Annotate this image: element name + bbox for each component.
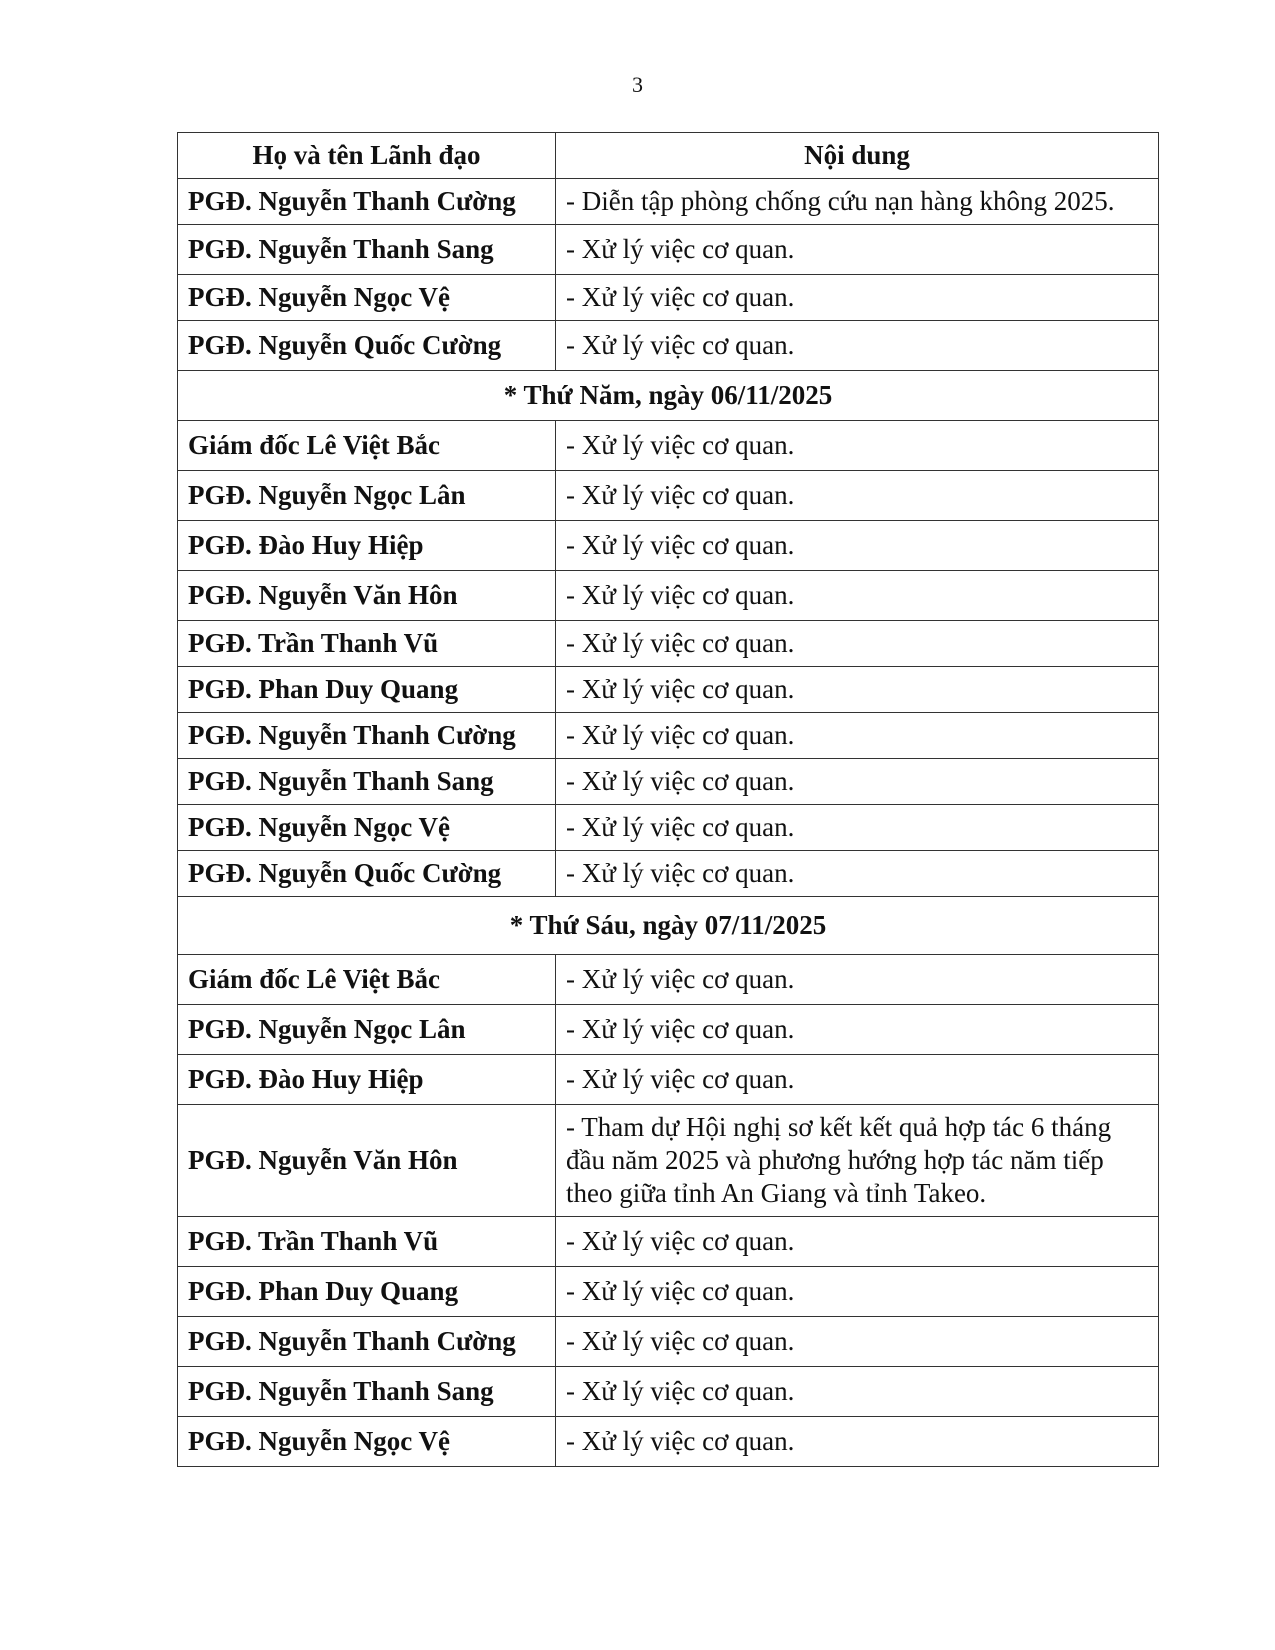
table-row: [178, 1055, 1159, 1105]
schedule-content: - Xử lý việc cơ quan.: [556, 1267, 1159, 1317]
leader-name: PGĐ. Nguyễn Quốc Cường: [178, 321, 556, 371]
schedule-content: - Xử lý việc cơ quan.: [556, 275, 1159, 321]
leader-name: PGĐ. Trần Thanh Vũ: [178, 1217, 556, 1267]
table-row: [178, 851, 1159, 897]
leader-name: PGĐ. Nguyễn Ngọc Lân: [178, 471, 556, 521]
day-header-row: [178, 371, 1159, 421]
table-row: [178, 321, 1159, 371]
table-row: [178, 571, 1159, 621]
leader-name: PGĐ. Trần Thanh Vũ: [178, 621, 556, 667]
table-header-row: [178, 133, 1159, 179]
schedule-content: - Tham dự Hội nghị sơ kết kết quả hợp tác 6 tháng đầu năm 2025 và phương hướng hợp tác năm tiếp theo giữa tỉnh An Giang và tỉnh Takeo.: [556, 1105, 1159, 1217]
leader-name: Giám đốc Lê Việt Bắc: [178, 955, 556, 1005]
table-row: [178, 713, 1159, 759]
leader-name: PGĐ. Nguyễn Thanh Cường: [178, 713, 556, 759]
leader-name: PGĐ. Nguyễn Thanh Sang: [178, 225, 556, 275]
table-row: [178, 1267, 1159, 1317]
schedule-content: - Diễn tập phòng chống cứu nạn hàng không 2025.: [556, 179, 1159, 225]
schedule-content: - Xử lý việc cơ quan.: [556, 471, 1159, 521]
leader-schedule-table: [177, 132, 1159, 1467]
leader-name: PGĐ. Đào Huy Hiệp: [178, 521, 556, 571]
table-row: [178, 471, 1159, 521]
header-content: Nội dung: [556, 133, 1159, 179]
schedule-content: - Xử lý việc cơ quan.: [556, 667, 1159, 713]
leader-name: PGĐ. Nguyễn Ngọc Vệ: [178, 275, 556, 321]
schedule-content: - Xử lý việc cơ quan.: [556, 1317, 1159, 1367]
table-row: [178, 1317, 1159, 1367]
table-row: [178, 621, 1159, 667]
table-row: [178, 1217, 1159, 1267]
leader-name: PGĐ. Nguyễn Quốc Cường: [178, 851, 556, 897]
schedule-content: - Xử lý việc cơ quan.: [556, 421, 1159, 471]
table-row: [178, 1367, 1159, 1417]
schedule-content: - Xử lý việc cơ quan.: [556, 713, 1159, 759]
table-row: [178, 759, 1159, 805]
page-number: 3: [632, 72, 643, 97]
header-leader-name: Họ và tên Lãnh đạo: [178, 133, 556, 179]
leader-name: PGĐ. Nguyễn Văn Hôn: [178, 1105, 556, 1217]
schedule-content: - Xử lý việc cơ quan.: [556, 225, 1159, 275]
schedule-content: - Xử lý việc cơ quan.: [556, 759, 1159, 805]
leader-name: PGĐ. Nguyễn Văn Hôn: [178, 571, 556, 621]
schedule-content: - Xử lý việc cơ quan.: [556, 571, 1159, 621]
leader-name: PGĐ. Nguyễn Thanh Sang: [178, 1367, 556, 1417]
schedule-content: - Xử lý việc cơ quan.: [556, 1055, 1159, 1105]
schedule-content: - Xử lý việc cơ quan.: [556, 851, 1159, 897]
day-header-row: [178, 897, 1159, 955]
leader-name: PGĐ. Nguyễn Thanh Cường: [178, 1317, 556, 1367]
table-row: [178, 275, 1159, 321]
table-row: [178, 179, 1159, 225]
leader-name: PGĐ. Đào Huy Hiệp: [178, 1055, 556, 1105]
schedule-content: - Xử lý việc cơ quan.: [556, 1217, 1159, 1267]
leader-name: Giám đốc Lê Việt Bắc: [178, 421, 556, 471]
schedule-content: - Xử lý việc cơ quan.: [556, 1417, 1159, 1467]
schedule-content: - Xử lý việc cơ quan.: [556, 521, 1159, 571]
schedule-content: - Xử lý việc cơ quan.: [556, 621, 1159, 667]
schedule-content: - Xử lý việc cơ quan.: [556, 805, 1159, 851]
schedule-content: - Xử lý việc cơ quan.: [556, 321, 1159, 371]
day-heading-friday: * Thứ Sáu, ngày 07/11/2025: [178, 897, 1159, 955]
schedule-content: - Xử lý việc cơ quan.: [556, 1367, 1159, 1417]
table-row: [178, 421, 1159, 471]
table-row: [178, 1005, 1159, 1055]
table-row: [178, 1417, 1159, 1467]
leader-name: PGĐ. Nguyễn Thanh Sang: [178, 759, 556, 805]
leader-name: PGĐ. Nguyễn Ngọc Vệ: [178, 805, 556, 851]
schedule-content: - Xử lý việc cơ quan.: [556, 1005, 1159, 1055]
leader-name: PGĐ. Nguyễn Ngọc Lân: [178, 1005, 556, 1055]
leader-name: PGĐ. Phan Duy Quang: [178, 667, 556, 713]
day-heading-thursday: * Thứ Năm, ngày 06/11/2025: [178, 371, 1159, 421]
table-row: [178, 805, 1159, 851]
leader-name: PGĐ. Phan Duy Quang: [178, 1267, 556, 1317]
leader-name: PGĐ. Nguyễn Ngọc Vệ: [178, 1417, 556, 1467]
table-row: [178, 521, 1159, 571]
table-row: [178, 955, 1159, 1005]
table-row: [178, 1105, 1159, 1217]
schedule-content: - Xử lý việc cơ quan.: [556, 955, 1159, 1005]
table-row: [178, 225, 1159, 275]
leader-name: PGĐ. Nguyễn Thanh Cường: [178, 179, 556, 225]
table-row: [178, 667, 1159, 713]
